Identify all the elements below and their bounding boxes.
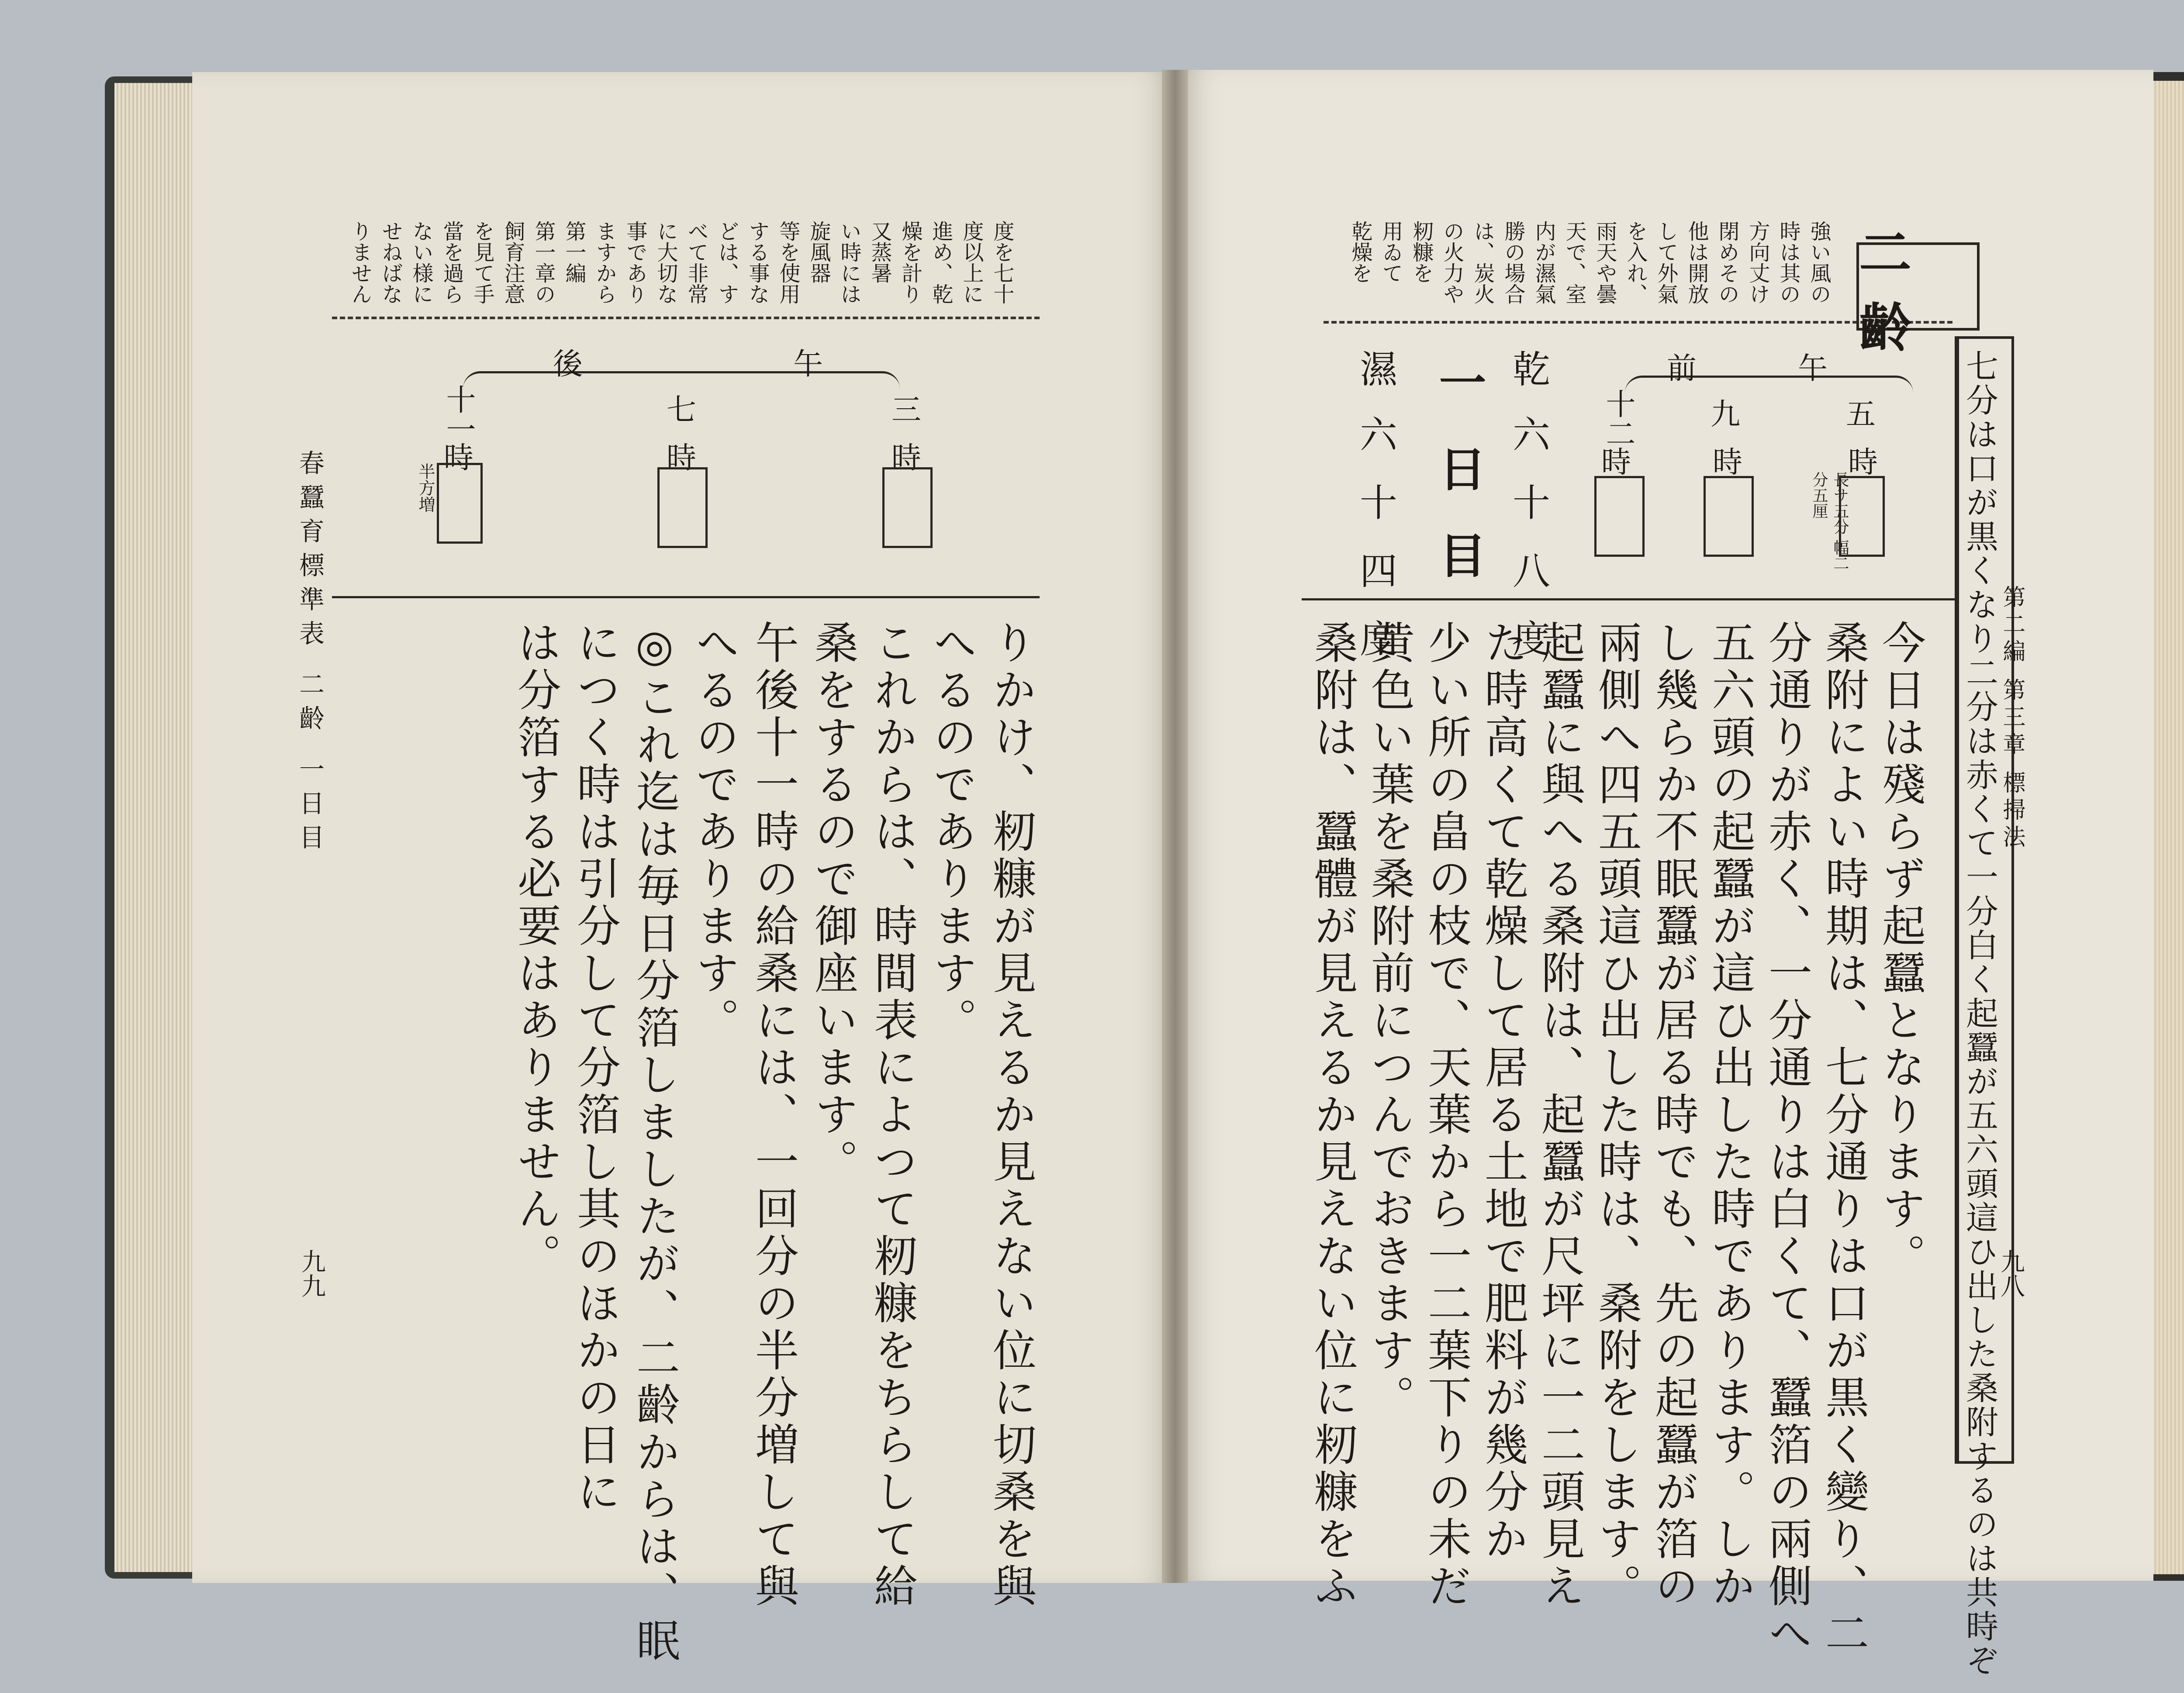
right-body-line: 五六頭の起蠶が這ひ出した時であります。しか bbox=[1704, 620, 1755, 1610]
left-note-line: 飼育注意 bbox=[501, 221, 525, 304]
left-time-7-box bbox=[657, 467, 708, 548]
left-note-line: 進め、乾 bbox=[929, 221, 953, 304]
left-body-text bbox=[510, 620, 1048, 1665]
right-body-line: 起蠶に與へる桑附は、起蠶が尺坪に一二頭見え bbox=[1534, 620, 1585, 1610]
left-bracket-label-1: 後 bbox=[553, 347, 583, 382]
left-note-line: い時には bbox=[837, 221, 861, 304]
left-time-11-unit: 時 bbox=[443, 441, 473, 476]
left-body-line: 桑をするので御座います。 bbox=[807, 620, 858, 1186]
right-body-line: 兩側へ四五頭這ひ出した時は、桑附をします。 bbox=[1591, 620, 1642, 1610]
left-body-line: へるのであります。 bbox=[926, 620, 977, 1045]
sidebar-text: 七分は口が黒くなり二分は赤くて一分白く起蠶が五六頭這ひ出した桑附するのは共時ぞ bbox=[1961, 349, 1998, 1678]
left-note-line: 當を過ら bbox=[439, 221, 464, 304]
right-time-5-unit: 時 bbox=[1848, 445, 1878, 480]
left-note-line: ない様に bbox=[409, 221, 433, 304]
left-margin-notes bbox=[341, 221, 1022, 314]
right-body-line: た時高くて乾燥して居る土地で肥料が幾分か bbox=[1477, 620, 1528, 1563]
left-note-line: 又蒸暑 bbox=[867, 221, 892, 283]
right-note-line: 天で、室 bbox=[1562, 221, 1586, 304]
left-body-line: ◎これ迄は毎日分箔しましたが、二齡からは、眠 bbox=[629, 620, 680, 1665]
right-running-head: 第二編 第三章 標掃法 bbox=[1999, 585, 2025, 852]
left-note-line: どは、す bbox=[715, 221, 739, 304]
left-note-line: 度を七十 bbox=[990, 221, 1014, 304]
right-note-line: 他は開放 bbox=[1684, 221, 1709, 304]
left-body-line: りかけ、籾糠が見えるか見えない位に切桑を與 bbox=[985, 620, 1037, 1610]
right-bracket-label-1: 前 bbox=[1666, 352, 1697, 386]
left-time-7-hour: 七 bbox=[666, 393, 696, 428]
right-note-line: 雨天や曇 bbox=[1593, 221, 1617, 304]
left-time-7-unit: 時 bbox=[666, 441, 696, 476]
left-time-3-box bbox=[882, 467, 933, 548]
right-time-5-box bbox=[1839, 476, 1885, 557]
right-bracket-label-2: 午 bbox=[1797, 352, 1828, 386]
left-bracket-label-2: 午 bbox=[793, 347, 823, 382]
right-body-line: 桑附は、蠶體が見えるか見えない位に籾糠をふ bbox=[1307, 620, 1358, 1610]
right-time-9-hour: 九 bbox=[1710, 397, 1740, 432]
right-note-line: 勝の場合 bbox=[1501, 221, 1525, 304]
right-time-12-unit: 時 bbox=[1601, 445, 1631, 480]
left-schedule-rule bbox=[332, 596, 1040, 598]
day-label: 一日目 bbox=[1431, 358, 1486, 617]
left-note-line: せねばな bbox=[378, 221, 403, 304]
right-note-line: して外氣 bbox=[1654, 221, 1678, 304]
left-time-11-hour: 十一 bbox=[441, 384, 476, 444]
left-note-line: べて非常 bbox=[684, 221, 708, 304]
right-body-line: 少い所の畠の枝で、天葉から一二葉下りの未だ bbox=[1420, 620, 1472, 1610]
left-body-line: につく時は引分して分箔し其のほかの日に bbox=[570, 620, 621, 1516]
chapter-title-box bbox=[1856, 222, 1980, 359]
right-note-line: 用ゐて bbox=[1379, 221, 1403, 283]
left-time-3-unit: 時 bbox=[891, 441, 921, 476]
book-gutter bbox=[1162, 70, 1188, 1583]
right-note-line: 方向丈け bbox=[1745, 221, 1770, 304]
left-note-line: 度以上に bbox=[959, 221, 984, 304]
left-running-head: 春蠶育標準表 二齡 一日目 bbox=[295, 450, 325, 858]
right-note-line: 乾燥を bbox=[1348, 221, 1372, 283]
left-note-line: を見て手 bbox=[470, 221, 494, 304]
dry-value: 六十八度 bbox=[1506, 415, 1550, 687]
right-time-5-hour: 五 bbox=[1845, 397, 1876, 432]
right-body-text bbox=[1306, 620, 1935, 1658]
right-note-line: 時は其の bbox=[1776, 221, 1800, 304]
right-body-line: し幾らか不眠蠶が居る時でも、先の起蠶が箔の bbox=[1648, 620, 1699, 1610]
right-time-12-box bbox=[1594, 476, 1645, 557]
right-time-12-hour: 十二 bbox=[1601, 389, 1635, 448]
dry-label: 乾 bbox=[1506, 349, 1550, 417]
left-time-11-note: 半方増 bbox=[416, 463, 435, 513]
left-time-11-box bbox=[437, 463, 483, 544]
wet-value: 六十四度 bbox=[1353, 415, 1397, 687]
left-body-line: これからは、時間表によつて籾糠をちらして給 bbox=[867, 620, 918, 1610]
left-note-line: 等を使用 bbox=[776, 221, 800, 304]
left-notes-divider bbox=[332, 317, 1040, 319]
left-body-line: へるのであります。 bbox=[688, 620, 740, 1045]
wet-label: 濕 bbox=[1353, 349, 1397, 417]
right-time-9-unit: 時 bbox=[1712, 445, 1742, 480]
left-body-line: 午後十一時の給桑には、一回分の半分増して與 bbox=[748, 620, 799, 1610]
right-note-line: 強い風の bbox=[1807, 221, 1831, 304]
right-body-line: 桑附によい時期は、七分通りは口が黒く變り、二 bbox=[1818, 620, 1869, 1658]
right-note-line: は、炭火 bbox=[1470, 221, 1495, 304]
right-schedule-rule bbox=[1302, 598, 1957, 600]
right-note-line: を入れ、 bbox=[1623, 221, 1648, 304]
left-page-number: 九九 bbox=[297, 1249, 326, 1298]
right-body-line: 黄色い葉を桑附前につんでおきます。 bbox=[1364, 620, 1415, 1422]
left-note-line: 第一編 bbox=[562, 221, 586, 283]
right-page-number: 九八 bbox=[1997, 1249, 2025, 1298]
right-note-line: 内が濕氣 bbox=[1531, 221, 1556, 304]
left-time-3-hour: 三 bbox=[891, 393, 921, 428]
chapter-title: 二齡 bbox=[1859, 222, 1925, 359]
left-note-line: に大切な bbox=[653, 221, 678, 304]
right-time-9-box bbox=[1704, 476, 1754, 557]
left-body-line: は分箔する必要はありません。 bbox=[510, 620, 561, 1280]
left-note-line: 事であり bbox=[623, 221, 647, 304]
left-note-line: する事な bbox=[745, 221, 770, 304]
right-margin-notes bbox=[1337, 221, 1839, 314]
right-note-line: 閉めその bbox=[1715, 221, 1739, 304]
left-note-line: 第一章の bbox=[531, 221, 556, 304]
left-note-line: 燥を計り bbox=[898, 221, 923, 304]
right-time-5-note: 長サ五分 幅二分五厘 bbox=[1810, 472, 1849, 571]
left-note-line: ますから bbox=[592, 221, 617, 304]
right-body-line: 分通りが赤く、一分通りは白くて、蠶箔の兩側へ bbox=[1761, 620, 1812, 1658]
right-note-line: の火力や bbox=[1440, 221, 1464, 304]
left-note-line: りません bbox=[348, 221, 372, 304]
right-body-line: 今日は殘らず起蠶となります。 bbox=[1875, 620, 1926, 1280]
left-note-line: 旋風器 bbox=[806, 221, 831, 283]
right-note-line: 籾糠を bbox=[1409, 221, 1434, 283]
